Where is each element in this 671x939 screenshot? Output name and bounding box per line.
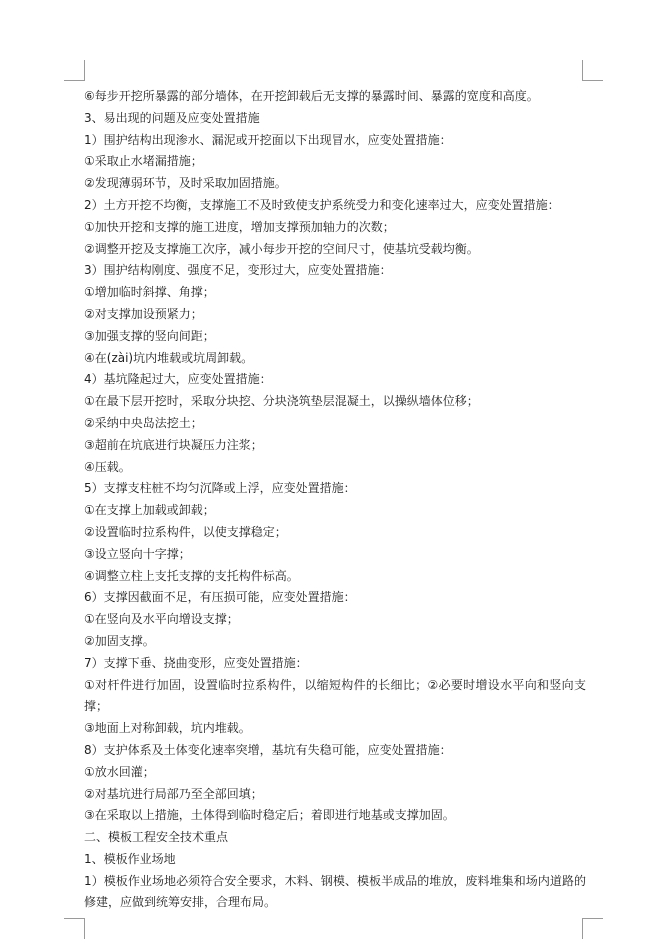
text-line: 7）支撑下垂、挠曲变形，应变处置措施： xyxy=(84,655,308,670)
text-line: ④压载。 xyxy=(84,459,131,474)
text-line: ④调整立柱上支托支撑的支托构件标高。 xyxy=(84,568,299,583)
text-line: ③地面上对称卸载，坑内堆载。 xyxy=(84,721,251,736)
section-heading: 二、模板工程安全技术重点 xyxy=(84,830,229,845)
text-line: 8）支护体系及土体变化速率突增，基坑有失稳可能，应变处置措施： xyxy=(84,742,452,757)
text-line: 1）围护结构出现渗水、漏泥或开挖面以下出现冒水，应变处置措施： xyxy=(84,132,452,147)
text-line: ⑥每步开挖所暴露的部分墙体，在开挖卸载后无支撑的暴露时间、暴露的宽度和高度。 xyxy=(84,89,539,103)
text-line: ①采取止水堵漏措施； xyxy=(84,154,203,169)
text-line: ②采纳中央岛法挖土； xyxy=(84,415,203,430)
text-line: ①增加临时斜撑、角撑； xyxy=(84,285,215,300)
text-line: ②加固支撑。 xyxy=(84,633,155,648)
text-line: ②发现薄弱环节，及时采取加固措施。 xyxy=(84,176,287,191)
text-line: 4）基坑隆起过大，应变处置措施： xyxy=(84,372,272,387)
section-heading: 3、易出现的问题及应变处置措施 xyxy=(84,110,260,125)
text-line: ①放水回灌； xyxy=(84,764,155,779)
text-line: ③设立竖向十字撑； xyxy=(84,546,191,561)
text-line: ④在(zài)坑内堆载或坑周卸载。 xyxy=(84,350,254,365)
text-line: 6）支撑因截面不足，有压损可能，应变处置措施： xyxy=(84,590,356,605)
text-line: ③加强支撑的竖向间距； xyxy=(84,328,215,343)
page-corner-mark-bottom-right xyxy=(582,918,603,939)
text-line: ①加快开挖和支撑的施工进度，增加支撑预加轴力的次数； xyxy=(84,219,395,234)
text-line: 3）围护结构刚度、强度不足，变形过大，应变处置措施： xyxy=(84,263,392,278)
text-line: ②设置临时拉系构件，以使支撑稳定； xyxy=(84,524,287,539)
text-line: ①在支撑上加载或卸载； xyxy=(84,503,215,518)
text-line: ②对基坑进行局部乃至全部回填； xyxy=(84,786,263,801)
text-line: ②调整开挖及支撑施工次序，减小每步开挖的空间尺寸，使基坑受载均衡。 xyxy=(84,241,479,256)
text-line: ②对支撑加设预紧力； xyxy=(84,306,203,321)
subsection-heading: 1、模板作业场地 xyxy=(84,851,176,866)
page-corner-mark-bottom-left xyxy=(64,918,85,939)
page-corner-mark-top-right xyxy=(582,60,603,81)
text-paragraph: ①对杆件进行加固，设置临时拉系构件，以缩短构件的长细比；②必要时增设水平向和竖向支撑； xyxy=(84,677,586,714)
text-line: ③超前在坑底进行块凝压力注浆； xyxy=(84,437,263,452)
text-line: 5）支撑支柱桩不均匀沉降或上浮，应变处置措施： xyxy=(84,481,356,496)
text-paragraph: 1）模板作业场地必须符合安全要求，木料、钢模、模板半成品的堆放，废料堆集和场内道路的修建，应做到统筹安排，合理布局。 xyxy=(84,873,586,910)
text-line: ①在最下层开挖时，采取分块挖、分块浇筑垫层混凝土，以操纵墙体位移； xyxy=(84,394,479,409)
text-line: ①在竖向及水平向增设支撑； xyxy=(84,612,239,627)
page-corner-mark-top-left xyxy=(64,60,85,81)
document-body xyxy=(84,86,586,914)
text-line: ③在采取以上措施，土体得到临时稳定后；着即进行地基或支撑加固。 xyxy=(84,808,455,823)
text-line: 2）土方开挖不均衡，支撑施工不及时致使支护系统受力和变化速率过大，应变处置措施： xyxy=(84,197,560,212)
